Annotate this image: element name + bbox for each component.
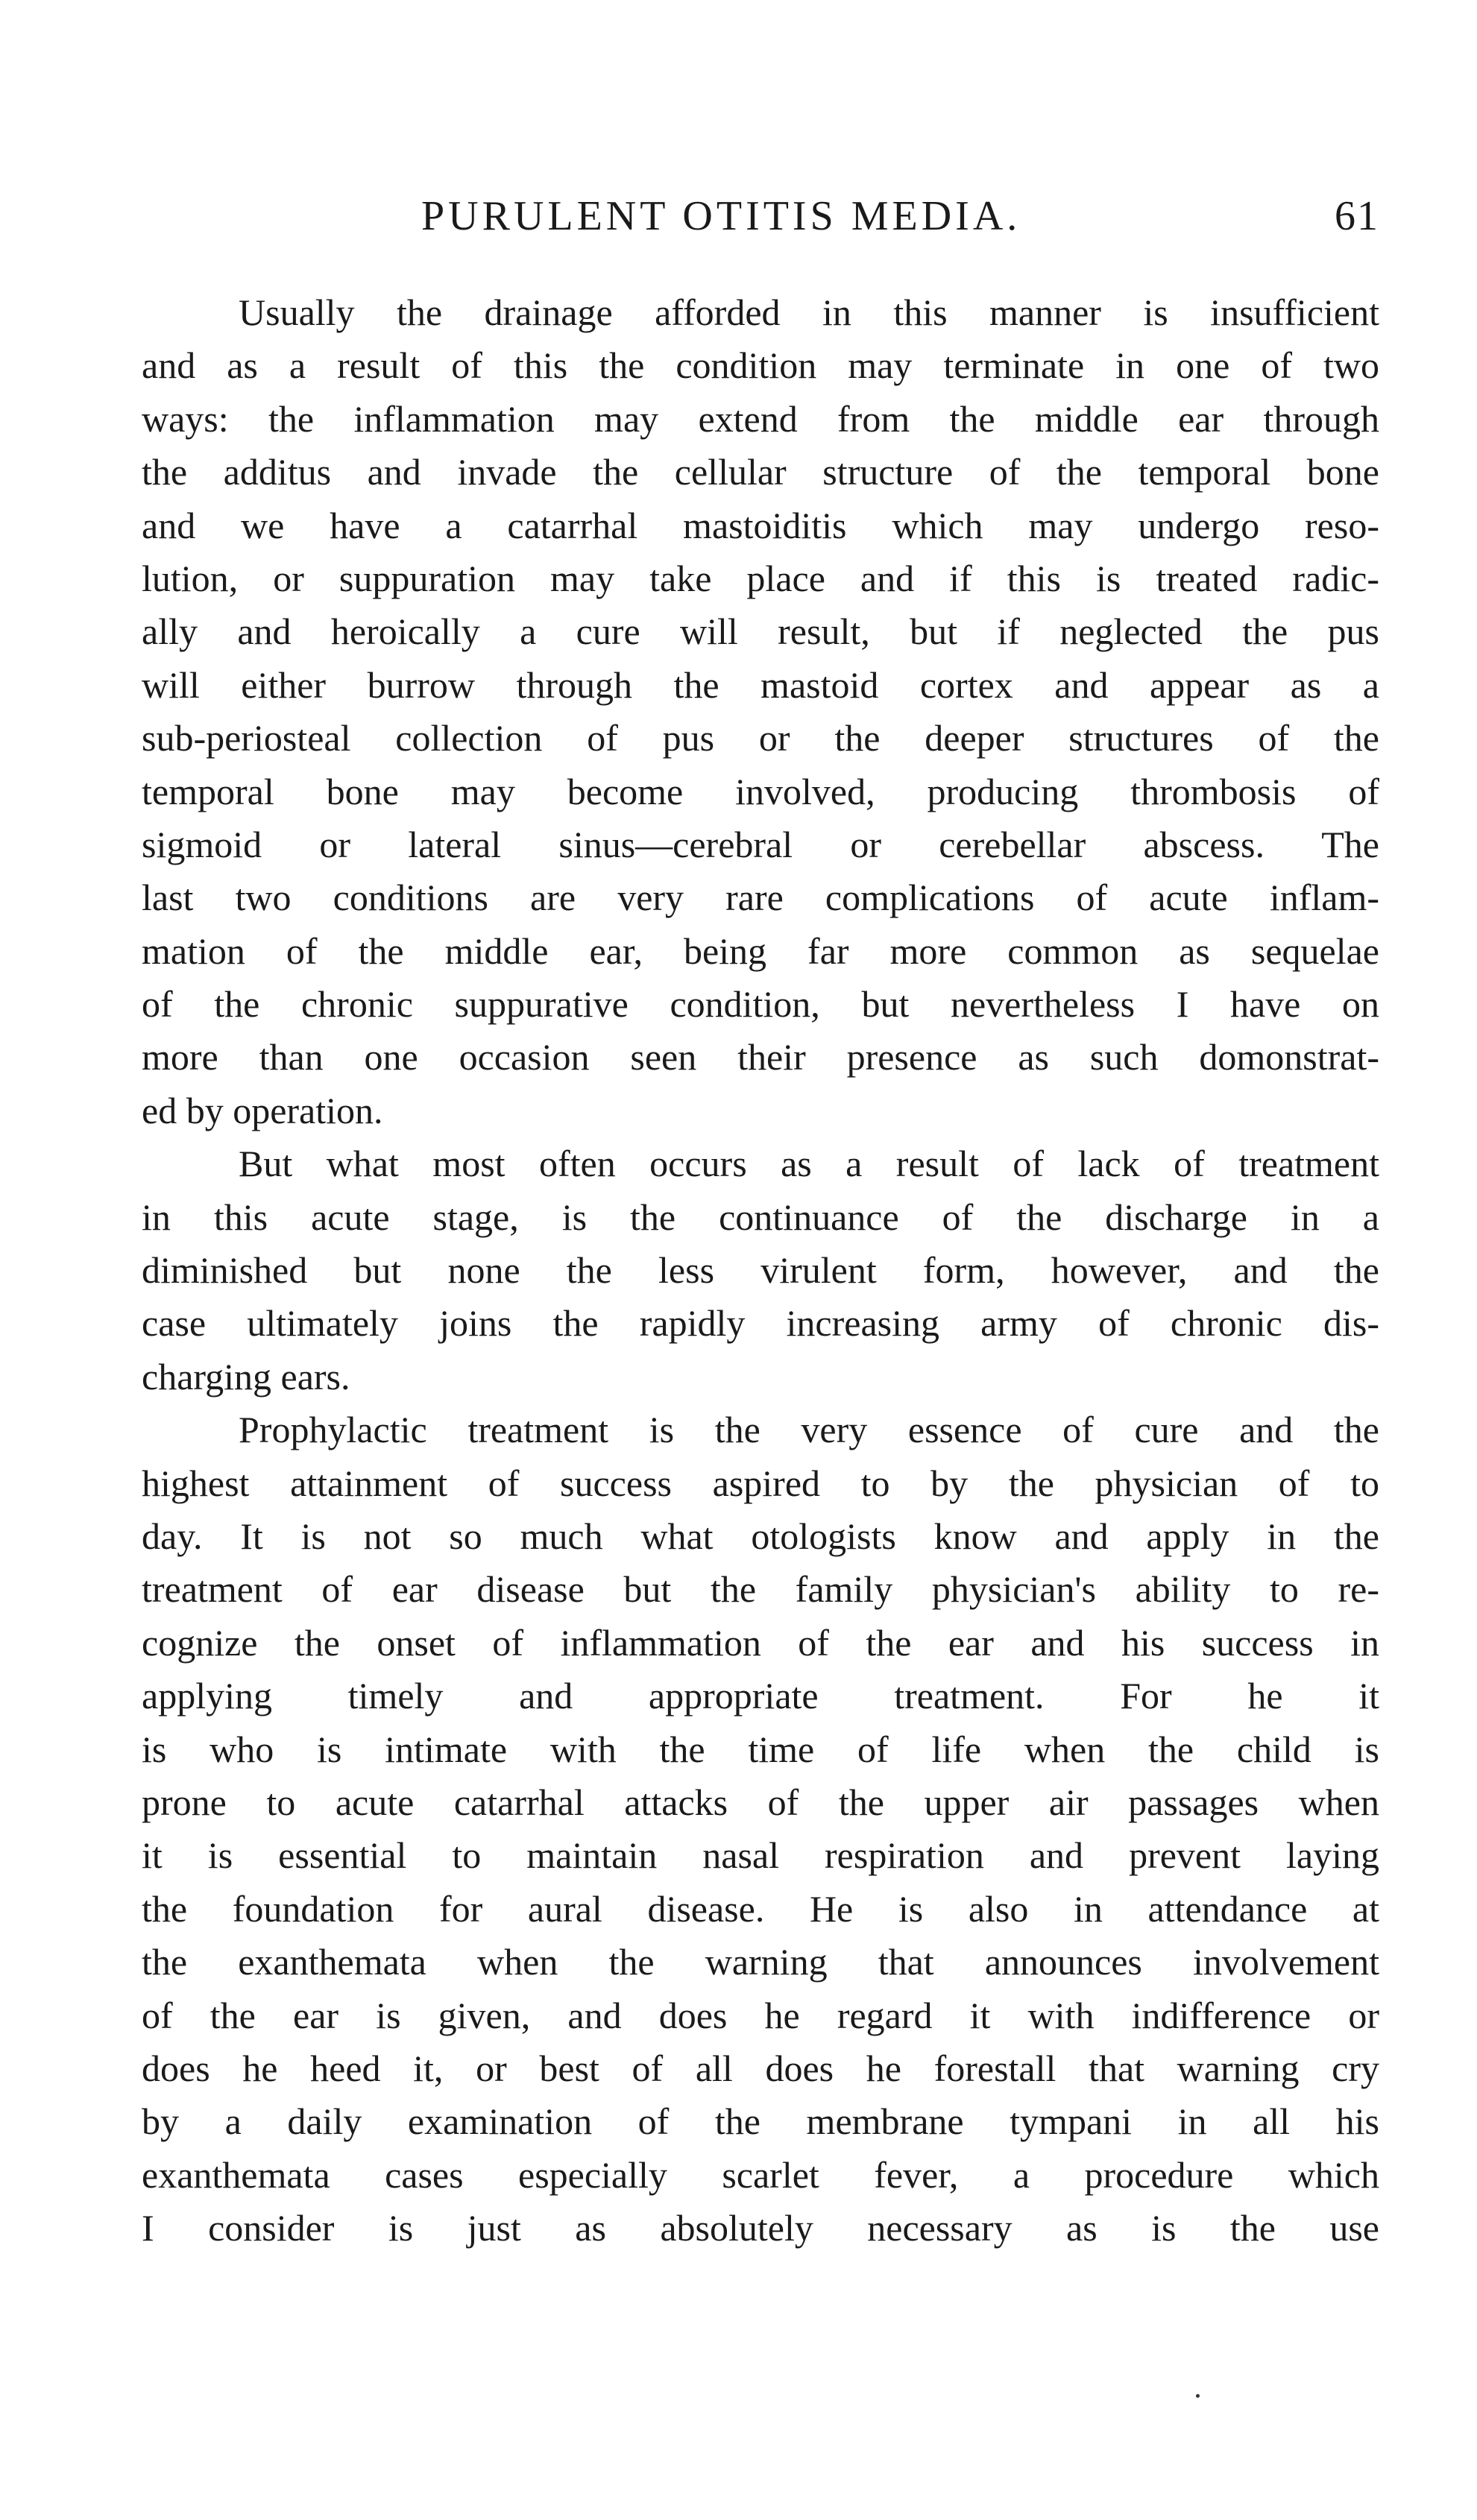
text-line: last two conditions are very rare complications of acute inflam-: [142, 877, 1379, 919]
text-line: case ultimately joins the rapidly increasing army of chronic dis-: [142, 1302, 1379, 1345]
body-text: [142, 286, 1379, 2255]
text-line: and we have a catarrhal mastoiditis which may undergo reso-: [142, 504, 1379, 546]
text-line: will either burrow through the mastoid cortex and appear as a: [142, 663, 1379, 706]
text-line: charging ears.: [142, 1355, 350, 1398]
text-line: in this acute stage, is the continuance of the discharge in a: [142, 1196, 1379, 1238]
text-line: by a daily examination of the membrane tympani in all his: [142, 2100, 1379, 2143]
text-line: does he heed it, or best of all does he forestall that warning cry: [142, 2047, 1379, 2089]
text-line: the foundation for aural disease. He is also in attendance at: [142, 1887, 1379, 1930]
text-line: more than one occasion seen their presence as such domonstrat-: [142, 1036, 1379, 1079]
text-line: diminished but none the less virulent form, however, and the: [142, 1249, 1379, 1292]
text-line: But what most often occurs as a result of lack of treatment: [239, 1143, 1379, 1185]
text-line: treatment of ear disease but the family physician's ability to re-: [142, 1568, 1379, 1611]
text-line: I consider is just as absolutely necessary as is the use: [142, 2207, 1379, 2249]
text-line: and as a result of this the condition may terminate in one of two: [142, 344, 1379, 387]
text-line: sigmoid or lateral sinus—cerebral or cerebellar abscess. The: [142, 823, 1379, 865]
text-line: exanthemata cases especially scarlet fever, a procedure which: [142, 2153, 1379, 2196]
text-line: the additus and invade the cellular structure of the temporal bone: [142, 451, 1379, 493]
text-line: sub-periosteal collection of pus or the deeper structures of the: [142, 717, 1379, 760]
text-line: highest attainment of success aspired to by the physician of to: [142, 1462, 1379, 1504]
text-line: applying timely and appropriate treatment. For he it: [142, 1675, 1379, 1717]
text-line: it is essential to maintain nasal respiration and prevent laying: [142, 1834, 1379, 1877]
text-line: is who is intimate with the time of life when the child is: [142, 1728, 1379, 1770]
text-line: the exanthemata when the warning that announces involvement: [142, 1941, 1379, 1983]
text-line: of the ear is given, and does he regard it with indifference or: [142, 1994, 1379, 2036]
paragraph-prophylactic: [142, 1403, 1379, 2255]
text-line: cognize the onset of inflammation of the ear and his success in: [142, 1621, 1379, 1664]
text-line: temporal bone may become involved, producing thrombosis of: [142, 770, 1379, 812]
text-line: of the chronic suppurative condition, but nevertheless I have on: [142, 983, 1379, 1026]
running-head: [142, 192, 1379, 252]
text-line: ways: the inflammation may extend from the middle ear through: [142, 397, 1379, 440]
ink-speck: [1196, 2394, 1200, 2398]
paragraph-untreated: [142, 1137, 1379, 1403]
running-head-title: PURULENT OTITIS MEDIA.: [421, 193, 1021, 239]
paragraph-drainage: [142, 286, 1379, 1137]
text-line: prone to acute catarrhal attacks of the upper air passages when: [142, 1781, 1379, 1823]
text-line: Prophylactic treatment is the very essence of cure and the: [239, 1409, 1379, 1451]
text-line: ally and heroically a cure will result, but if neglected the pus: [142, 610, 1379, 653]
text-line: day. It is not so much what otologists know and apply in the: [142, 1515, 1379, 1557]
text-line: mation of the middle ear, being far more common as sequelae: [142, 929, 1379, 972]
page-number: 61: [1335, 193, 1379, 239]
text-line: lution, or suppuration may take place and if this is treated radic-: [142, 557, 1379, 599]
text-line: Usually the drainage afforded in this manner is insufficient: [239, 291, 1379, 333]
text-line: ed by operation.: [142, 1089, 383, 1131]
